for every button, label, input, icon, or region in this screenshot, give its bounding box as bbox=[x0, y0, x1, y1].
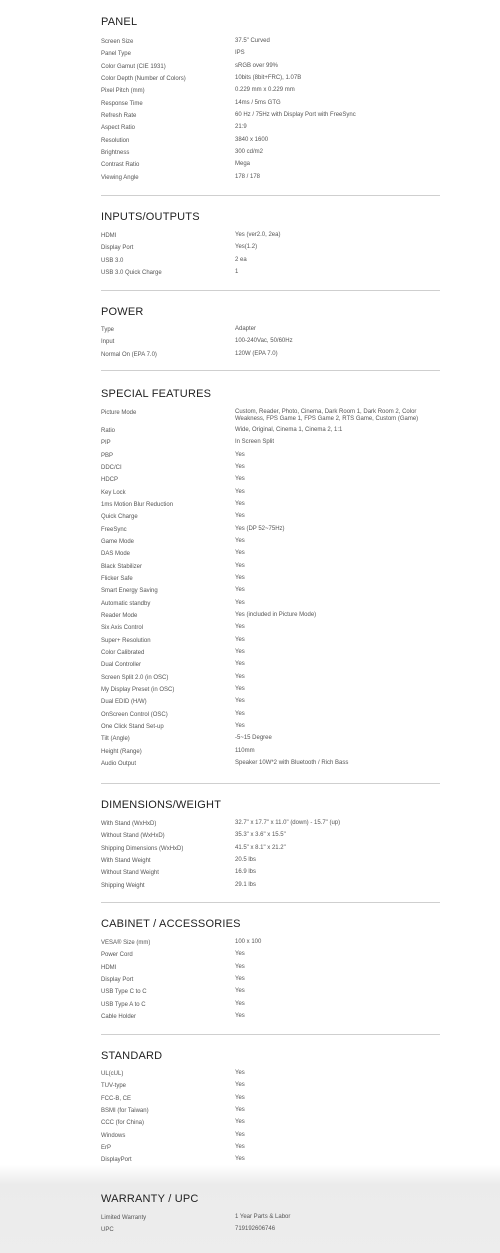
spec-row bbox=[101, 1013, 440, 1025]
spec-label: Color Gamut (CIE 1931) bbox=[101, 63, 166, 70]
spec-row bbox=[101, 988, 440, 1000]
spec-value: 14ms / 5ms GTG bbox=[235, 99, 281, 106]
spec-value: Yes (included in Picture Mode) bbox=[235, 611, 317, 618]
spec-value: 32.7" x 17.7" x 11.0" (down) - 15.7" (up) bbox=[235, 820, 341, 826]
spec-value: Yes bbox=[235, 1156, 245, 1163]
section-divider bbox=[101, 370, 440, 371]
spec-label: PIP bbox=[101, 440, 111, 447]
spec-row bbox=[101, 75, 440, 87]
spec-label: Brightness bbox=[101, 149, 130, 156]
spec-label: Ratio bbox=[101, 428, 116, 434]
spec-value: Yes bbox=[235, 476, 245, 483]
section-title: WARRANTY / UPC bbox=[101, 1193, 199, 1205]
spec-value: 100-240Vac, 50/60Hz bbox=[235, 338, 293, 345]
spec-value: Yes bbox=[235, 1000, 245, 1007]
spec-row bbox=[101, 87, 440, 99]
spec-row bbox=[101, 326, 440, 338]
spec-row bbox=[101, 951, 440, 963]
spec-value: IPS bbox=[235, 50, 245, 57]
spec-value: Yes bbox=[235, 661, 245, 668]
spec-row bbox=[101, 464, 440, 476]
spec-label: ErP bbox=[101, 1144, 112, 1151]
section-divider bbox=[101, 783, 440, 784]
spec-row bbox=[101, 513, 440, 525]
spec-label: Flicker Safe bbox=[101, 575, 133, 582]
spec-value: Mega bbox=[235, 161, 251, 168]
spec-label: Color Calibrated bbox=[101, 649, 145, 656]
spec-label: DDC/CI bbox=[101, 464, 122, 471]
spec-value: Yes bbox=[235, 537, 245, 544]
spec-row bbox=[101, 1226, 440, 1238]
spec-row bbox=[101, 748, 440, 760]
spec-value: Yes bbox=[235, 636, 245, 643]
spec-value: 29.1 lbs bbox=[235, 881, 257, 888]
spec-value: Yes bbox=[235, 951, 245, 958]
spec-row bbox=[101, 124, 440, 136]
section-divider bbox=[101, 1034, 440, 1035]
spec-label: My Display Preset (in OSC) bbox=[101, 686, 175, 693]
spec-row bbox=[101, 711, 440, 723]
spec-label: Normal On (EPA 7.0) bbox=[101, 351, 157, 358]
spec-label: BSMI (for Taiwan) bbox=[101, 1107, 149, 1114]
spec-value: 110mm bbox=[235, 747, 255, 754]
spec-row bbox=[101, 624, 440, 636]
spec-label: Automatic standby bbox=[101, 600, 151, 607]
spec-value: 3840 x 1600 bbox=[235, 136, 269, 143]
spec-row bbox=[101, 409, 440, 427]
spec-row bbox=[101, 939, 440, 951]
section-divider bbox=[101, 902, 440, 903]
spec-row bbox=[101, 244, 440, 256]
spec-label: Screen Size bbox=[101, 39, 134, 45]
spec-value: Yes bbox=[235, 550, 245, 557]
spec-value: -5~15 Degree bbox=[235, 735, 272, 742]
spec-label: USB 3.0 Quick Charge bbox=[101, 269, 162, 276]
spec-label: Six Axis Control bbox=[101, 625, 144, 632]
spec-label: Screen Split 2.0 (in OSC) bbox=[101, 674, 169, 681]
spec-row bbox=[101, 476, 440, 488]
spec-table bbox=[101, 232, 440, 281]
spec-row bbox=[101, 760, 440, 772]
spec-row bbox=[101, 1001, 440, 1013]
spec-value: 1 bbox=[235, 268, 239, 275]
spec-value: 35.3" x 3.6" x 15.5" bbox=[235, 832, 286, 839]
spec-row bbox=[101, 1214, 440, 1226]
spec-row bbox=[101, 137, 440, 149]
spec-value: 2 ea bbox=[235, 256, 247, 263]
spec-value: Yes bbox=[235, 587, 245, 594]
spec-value: Yes bbox=[235, 1143, 245, 1150]
spec-value: Yes bbox=[235, 1012, 245, 1019]
spec-value: 20.5 lbs bbox=[235, 856, 257, 863]
spec-label: Height (Range) bbox=[101, 748, 142, 755]
spec-value: Yes(1.2) bbox=[235, 244, 258, 251]
spec-row bbox=[101, 489, 440, 501]
spec-row bbox=[101, 600, 440, 612]
spec-value: Yes bbox=[235, 463, 245, 470]
spec-label: Without Stand Weight bbox=[101, 870, 159, 877]
spec-value: 41.5" x 8.1" x 21.2" bbox=[235, 844, 286, 851]
spec-label: Smart Energy Saving bbox=[101, 588, 158, 595]
spec-row bbox=[101, 563, 440, 575]
spec-label: Cable Holder bbox=[101, 1013, 137, 1020]
spec-row bbox=[101, 735, 440, 747]
spec-row bbox=[101, 964, 440, 976]
spec-label: OnScreen Control (OSC) bbox=[101, 711, 168, 718]
spec-row bbox=[101, 50, 440, 62]
spec-label: Pixel Pitch (mm) bbox=[101, 88, 145, 95]
spec-label: Black Stabilizer bbox=[101, 563, 143, 570]
spec-value: Yes bbox=[235, 963, 245, 970]
spec-label: VESA® Size (mm) bbox=[101, 940, 151, 946]
spec-value: Yes (ver2.0, 2ea) bbox=[235, 232, 281, 238]
section-title: STANDARD bbox=[101, 1050, 163, 1062]
spec-label: DisplayPort bbox=[101, 1157, 132, 1164]
spec-label: Power Cord bbox=[101, 952, 133, 959]
spec-label: Limited Warranty bbox=[101, 1215, 147, 1221]
spec-value: Yes bbox=[235, 648, 245, 655]
spec-value: 1 Year Parts & Labor bbox=[235, 1214, 291, 1220]
section-title: INPUTS/OUTPUTS bbox=[101, 211, 200, 223]
spec-label: FCC-B, CE bbox=[101, 1095, 131, 1102]
spec-label: HDMI bbox=[101, 233, 117, 239]
spec-table bbox=[101, 1070, 440, 1169]
spec-label: Picture Mode bbox=[101, 410, 137, 416]
spec-value: Yes bbox=[235, 1131, 245, 1138]
spec-label: With Stand Weight bbox=[101, 857, 151, 864]
spec-label: With Stand (WxHxD) bbox=[101, 821, 157, 827]
spec-row bbox=[101, 1107, 440, 1119]
spec-label: Shipping Dimensions (WxHxD) bbox=[101, 845, 184, 852]
spec-label: Viewing Angle bbox=[101, 174, 139, 181]
spec-row bbox=[101, 686, 440, 698]
spec-label: HDCP bbox=[101, 477, 119, 484]
spec-value: 120W (EPA 7.0) bbox=[235, 350, 278, 357]
spec-row bbox=[101, 857, 440, 869]
spec-label: Input bbox=[101, 339, 115, 346]
section-divider bbox=[101, 290, 440, 291]
spec-value: 21:9 bbox=[235, 124, 247, 131]
spec-label: USB Type A to C bbox=[101, 1001, 146, 1008]
spec-value: Yes bbox=[235, 685, 245, 692]
spec-row bbox=[101, 882, 440, 894]
spec-label: HDMI bbox=[101, 964, 117, 971]
spec-table bbox=[101, 939, 440, 1025]
spec-label: Shipping Weight bbox=[101, 882, 145, 889]
spec-label: USB 3.0 bbox=[101, 257, 124, 264]
spec-label: Super+ Resolution bbox=[101, 637, 151, 644]
spec-row bbox=[101, 575, 440, 587]
spec-row bbox=[101, 1156, 440, 1168]
spec-row bbox=[101, 100, 440, 112]
spec-row bbox=[101, 869, 440, 881]
spec-value: 300 cd/m2 bbox=[235, 148, 264, 155]
spec-label: One Click Stand Set-up bbox=[101, 723, 164, 730]
spec-label: 1ms Motion Blur Reduction bbox=[101, 501, 174, 508]
spec-row bbox=[101, 698, 440, 710]
spec-row bbox=[101, 112, 440, 124]
spec-row bbox=[101, 149, 440, 161]
spec-value: Yes bbox=[235, 1119, 245, 1126]
spec-row bbox=[101, 501, 440, 513]
spec-value: Yes bbox=[235, 500, 245, 507]
spec-value: Yes bbox=[235, 698, 245, 705]
spec-label: Color Depth (Number of Colors) bbox=[101, 75, 186, 82]
spec-label: Panel Type bbox=[101, 51, 131, 58]
spec-value: Custom, Reader, Photo, Cinema, Dark Room 1, Dark Room 2, Color Weakness, FPS Game 1, FPS Game 2, RTS Game, Custom (Game) bbox=[235, 409, 419, 422]
spec-label: Type bbox=[101, 327, 115, 333]
spec-label: DAS Mode bbox=[101, 551, 131, 558]
spec-label: Tilt (Angle) bbox=[101, 736, 130, 743]
spec-row bbox=[101, 674, 440, 686]
spec-row bbox=[101, 976, 440, 988]
spec-label: TUV-type bbox=[101, 1083, 127, 1090]
spec-value: 178 / 178 bbox=[235, 173, 261, 180]
spec-table bbox=[101, 409, 440, 772]
spec-value: Yes bbox=[235, 673, 245, 680]
spec-value: Yes bbox=[235, 513, 245, 520]
spec-label: Display Port bbox=[101, 245, 134, 252]
section-title: CABINET / ACCESSORIES bbox=[101, 918, 241, 930]
spec-row bbox=[101, 351, 440, 363]
spec-label: Without Stand (WxHxD) bbox=[101, 833, 165, 840]
spec-row bbox=[101, 550, 440, 562]
spec-row bbox=[101, 723, 440, 735]
spec-value: Yes bbox=[235, 1070, 245, 1076]
spec-row bbox=[101, 161, 440, 173]
spec-label: Dual EDID (H/W) bbox=[101, 699, 147, 706]
spec-value: Yes bbox=[235, 1094, 245, 1101]
spec-value: Yes bbox=[235, 988, 245, 995]
spec-value: Yes bbox=[235, 488, 245, 495]
spec-value: Yes bbox=[235, 1082, 245, 1089]
section-title: SPECIAL FEATURES bbox=[101, 388, 212, 400]
spec-label: Response Time bbox=[101, 100, 143, 107]
spec-label: Contrast Ratio bbox=[101, 162, 140, 169]
spec-value: 719192606746 bbox=[235, 1226, 276, 1233]
spec-row bbox=[101, 452, 440, 464]
spec-table bbox=[101, 326, 440, 363]
spec-label: Display Port bbox=[101, 976, 134, 983]
section-divider bbox=[101, 195, 440, 196]
spec-label: Windows bbox=[101, 1132, 126, 1139]
spec-label: Reader Mode bbox=[101, 612, 138, 619]
spec-label: CCC (for China) bbox=[101, 1120, 145, 1127]
spec-value: Yes bbox=[235, 624, 245, 631]
spec-row bbox=[101, 526, 440, 538]
spec-value: Adapter bbox=[235, 326, 257, 332]
spec-row bbox=[101, 1144, 440, 1156]
spec-label: Game Mode bbox=[101, 538, 135, 545]
spec-value: 37.5" Curved bbox=[235, 38, 270, 44]
spec-row bbox=[101, 338, 440, 350]
spec-value: Yes bbox=[235, 722, 245, 729]
spec-label: Audio Output bbox=[101, 760, 137, 767]
spec-table bbox=[101, 1214, 440, 1239]
spec-value: Yes bbox=[235, 710, 245, 717]
spec-row bbox=[101, 832, 440, 844]
spec-value: Wide, Original, Cinema 1, Cinema 2, 1:1 bbox=[235, 427, 343, 433]
spec-label: PBP bbox=[101, 452, 114, 459]
spec-value: Yes (DP 52~75Hz) bbox=[235, 525, 285, 532]
spec-row bbox=[101, 649, 440, 661]
spec-label: Refresh Rate bbox=[101, 112, 137, 119]
spec-row bbox=[101, 427, 440, 439]
spec-row bbox=[101, 174, 440, 186]
spec-row bbox=[101, 587, 440, 599]
spec-label: FreeSync bbox=[101, 526, 127, 533]
spec-row bbox=[101, 845, 440, 857]
spec-value: 10bits (8bit+FRC), 1.07B bbox=[235, 74, 302, 81]
spec-value: Yes bbox=[235, 599, 245, 606]
spec-value: Yes bbox=[235, 975, 245, 982]
section-title: DIMENSIONS/WEIGHT bbox=[101, 799, 222, 811]
spec-value: Yes bbox=[235, 1106, 245, 1113]
spec-row bbox=[101, 1132, 440, 1144]
spec-label: Aspect Ratio bbox=[101, 125, 136, 132]
spec-row bbox=[101, 1070, 440, 1082]
spec-row bbox=[101, 257, 440, 269]
spec-value: Yes bbox=[235, 562, 245, 569]
spec-row bbox=[101, 538, 440, 550]
spec-row bbox=[101, 1095, 440, 1107]
spec-label: Quick Charge bbox=[101, 514, 138, 521]
spec-row bbox=[101, 661, 440, 673]
spec-value: 60 Hz / 75Hz with Display Port with FreeSync bbox=[235, 111, 356, 118]
spec-row bbox=[101, 269, 440, 281]
spec-row bbox=[101, 820, 440, 832]
spec-value: In Screen Split bbox=[235, 439, 275, 446]
spec-label: UPC bbox=[101, 1227, 114, 1234]
spec-table bbox=[101, 820, 440, 894]
spec-row bbox=[101, 1082, 440, 1094]
spec-value: sRGB over 99% bbox=[235, 62, 279, 69]
spec-row bbox=[101, 1119, 440, 1131]
spec-label: Dual Controller bbox=[101, 662, 142, 669]
spec-value: Speaker 10W*2 with Bluetooth / Rich Bass bbox=[235, 759, 349, 766]
spec-label: USB Type C to C bbox=[101, 989, 147, 996]
spec-row bbox=[101, 232, 440, 244]
spec-value: 100 x 100 bbox=[235, 939, 262, 945]
spec-label: UL(cUL) bbox=[101, 1071, 124, 1077]
spec-value: Yes bbox=[235, 451, 245, 458]
spec-label: Resolution bbox=[101, 137, 130, 144]
spec-label: Key Lock bbox=[101, 489, 126, 496]
section-title: POWER bbox=[101, 306, 144, 318]
spec-value: 0.229 mm x 0.229 mm bbox=[235, 87, 295, 94]
spec-row bbox=[101, 612, 440, 624]
spec-value: Yes bbox=[235, 574, 245, 581]
section-title: PANEL bbox=[101, 16, 138, 28]
spec-value: 16.9 lbs bbox=[235, 869, 257, 876]
spec-row bbox=[101, 637, 440, 649]
footer-shade bbox=[0, 1165, 500, 1253]
spec-table bbox=[101, 38, 440, 186]
spec-row bbox=[101, 63, 440, 75]
spec-row bbox=[101, 439, 440, 451]
spec-row bbox=[101, 38, 440, 50]
